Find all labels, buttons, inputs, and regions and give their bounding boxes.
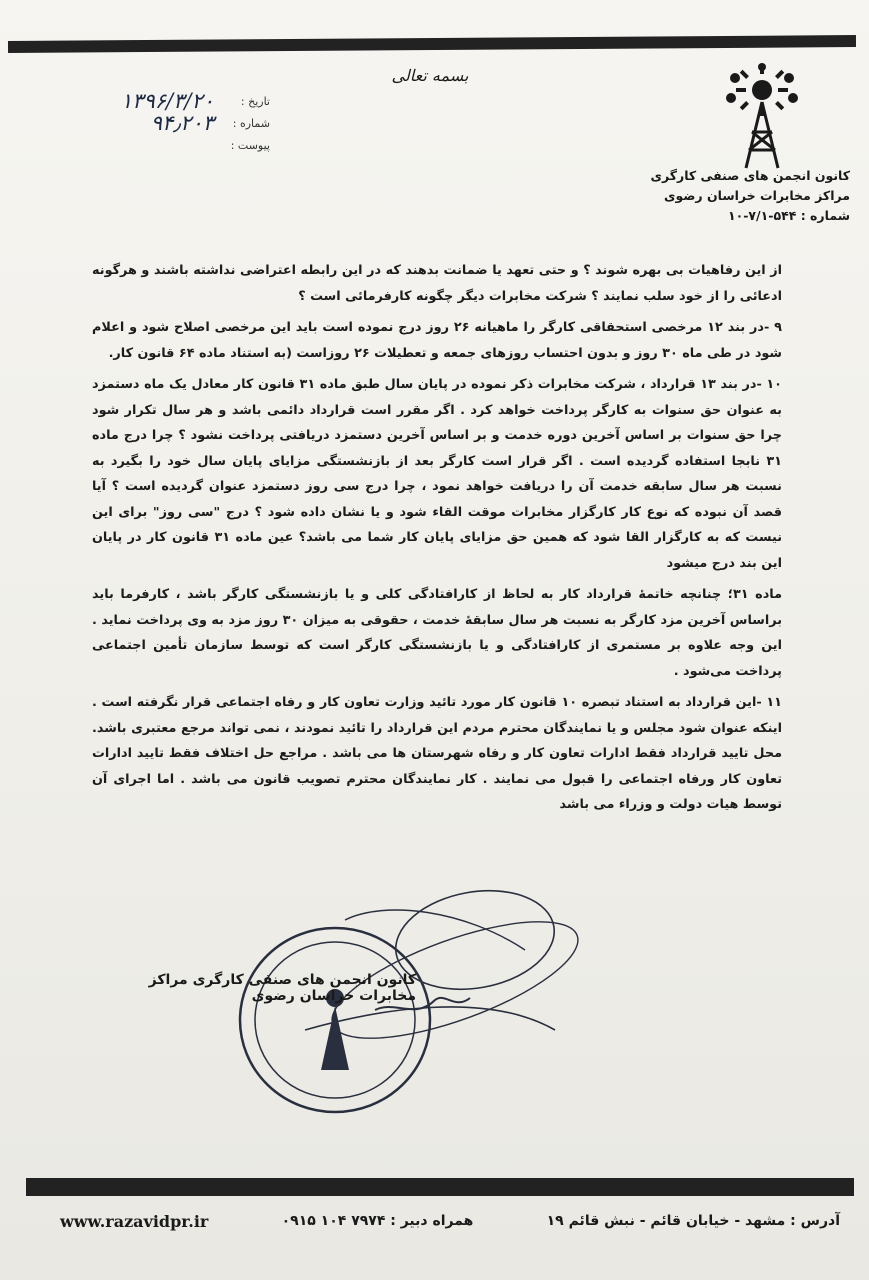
org-subname-line: مراکز مخابرات خراسان رضوی: [664, 188, 850, 203]
number-row: [50, 112, 270, 134]
footer-rule: [26, 1178, 854, 1196]
address-text: آدرس : مشهد - خیابان قائم - نبش قائم ۱۹: [546, 1213, 840, 1229]
number-value: ۹۴٫۲۰۳: [150, 111, 214, 135]
paragraph: ۹ -در بند ۱۲ مرخصی استحقاقی کارگر را ماهیانه ۲۶ روز درج نموده است باید این مرخصی اصلاح شود و اعلام شود در طی ماه ۳۰ روز و بدون احتساب روزهای جمعه و تعطیلات ۲۶ روزاست (به استناد ماده ۶۴ قانون کار.: [92, 320, 782, 361]
registration-number: شماره : ۵۴۴-۷/۱-۱۰: [727, 208, 850, 223]
paragraph: ۱۱ -این قرارداد به استناد تبصره ۱۰ قانون کار مورد تائید وزارت تعاون کار و رفاه اجتماعی قرار نگرفته است . اینکه عنوان شود مجلس و یا نمایندگان محترم مردم این قرارداد را تائید نمودند ، نمی تواند مرجع معتبری باشد. محل تایید قرارداد فقط ادارات تعاون کار و رفاه شهرستان ها می باشد . مراجع حل اختلاف فقط تایید ادارات تعاون کار ورفاه اجتماعی را قبول می نمایند . کار نمایندگان محترم تصویب قانون می باشد . اما اجرای آن توسط هیات دولت و وزراء می باشد: [92, 695, 782, 812]
bismillah-heading: بسمه تعالی: [391, 66, 469, 85]
number-label: شماره :: [232, 116, 270, 130]
footer: [60, 1208, 840, 1234]
organization-block: [600, 166, 850, 226]
date-row: [50, 90, 270, 112]
org-name-line: کانون انجمن های صنفی کارگری: [650, 168, 850, 183]
attachment-label: پیوست :: [230, 138, 270, 152]
paragraph: از این رفاهیات بی بهره شوند ؟ و حتی تعهد یا ضمانت بدهند که در این رابطه اعتراضی نداشته باشند و هرگونه ادعائی را از خود سلب نمایند ؟ شرکت مخابرات دیگر چگونه کارفرمائی است ؟: [92, 263, 782, 304]
letter-body: [92, 258, 782, 824]
letter-meta: [50, 90, 270, 156]
antenna-logo-icon: [722, 62, 802, 172]
signatory-organization: کانون انجمن های صنفی کارگری مراکز مخابرات خراسان رضوی: [148, 972, 416, 1004]
paragraph: ۱۰ -در بند ۱۳ قرارداد ، شرکت مخابرات ذکر نموده در پایان سال طبق ماده ۳۱ قانون کار معادل یک ماه دستمزد به عنوان حق سنوات به کارگر پرداخت خواهد کرد . اگر مقرر است قرارداد دائمی باشد و هر سال تکرار شود چرا حق سنوات بر اساس آخرین دوره خدمت و بر اساس آخرین دستمزد دریافتی پرداخت نشود ؟ چرا درج ماده ۳۱ نابجا استفاده گردیده است . اگر قرار است کارگر بعد از بازنشستگی مزایای پایان سال خود را بگیرد به نسبت هر سال سابقه خدمت آن را دریافت خواهد نمود ، چرا درج سی روز دستمزد عنوان گردیده است ؟ آیا قصد آن نبوده که نوع کار کارگزار مخابرات موقت القاء شود و یا نشان داده شود ؟ درج "سی روز" برای این نیست که به کارگزار القا شود که همین حق مزایای پایان کار شما می باشد؟ عین ماده ۳۱ قانون کار در پایان این بند درج میشود: [92, 377, 783, 571]
date-value: ۱۳۹۶/۳/۲۰: [120, 89, 214, 113]
attachment-row: [50, 134, 270, 156]
website-link[interactable]: www.razavidpr.ir: [60, 1211, 209, 1231]
date-label: تاریخ :: [240, 94, 270, 108]
header-rule: [8, 35, 856, 53]
phone-number: همراه دبیر : ۷۹۷۴ ۱۰۴ ۰۹۱۵: [281, 1213, 474, 1229]
paragraph: ماده ۳۱؛ چنانچه خاتمهٔ قرارداد کار به لحاظ از کارافتادگی کلی و یا بازنشستگی کارگر باشد ، کارفرما باید براساس آخرین مزد کارگر به نسبت هر سال سابقهٔ خدمت ، حقوقی به میزان ۳۰ روز مزد به وی پرداخت نماید . این وجه علاوه بر مستمری از کارافتادگی و یا بازنشستگی کارگر است که توسط سازمان تأمین اجتماعی پرداخت می‌شود .: [92, 587, 783, 679]
